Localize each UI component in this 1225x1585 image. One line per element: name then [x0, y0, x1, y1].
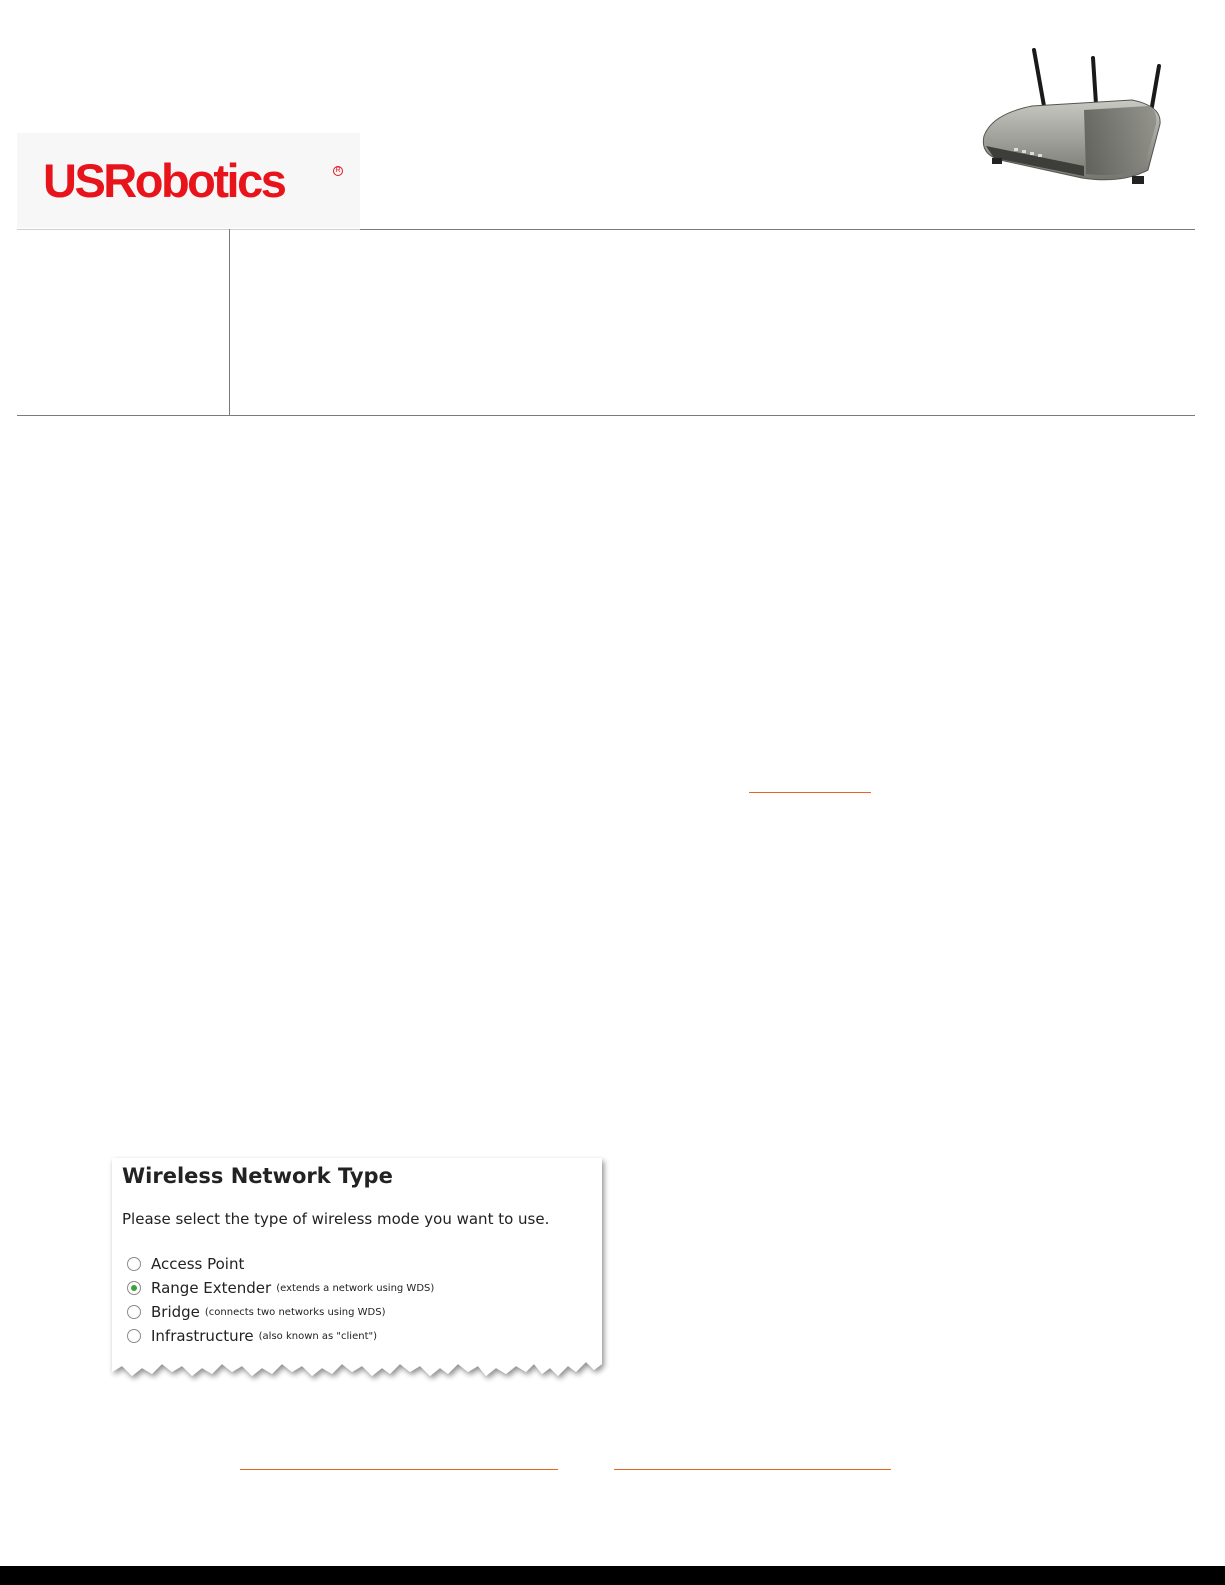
nav-top-rule: [17, 229, 360, 230]
inline-link[interactable]: [749, 792, 871, 793]
logo-text: USRobotics: [43, 154, 285, 207]
option-access-point[interactable]: [127, 1255, 244, 1273]
header-rule: [360, 229, 1195, 230]
option-hint: (also known as "client"): [258, 1330, 377, 1342]
option-label: Range Extender: [151, 1279, 272, 1297]
option-range-extender[interactable]: [127, 1279, 434, 1297]
radio-icon[interactable]: [127, 1305, 141, 1319]
footer-link-1[interactable]: [240, 1469, 558, 1470]
option-label: Infrastructure: [151, 1327, 254, 1345]
radio-icon[interactable]: [127, 1329, 141, 1343]
registered-mark: R: [333, 166, 343, 176]
usrobotics-logo: [17, 133, 360, 228]
page-bottom-bar: [0, 1566, 1225, 1585]
option-label: Access Point: [151, 1255, 245, 1273]
option-infrastructure[interactable]: [127, 1327, 377, 1345]
option-label: Bridge: [151, 1303, 200, 1321]
router-image: [972, 44, 1168, 190]
screenshot-prompt: Please select the type of wireless mode you want to use.: [122, 1210, 550, 1228]
option-hint: (connects two networks using WDS): [204, 1306, 386, 1318]
radio-icon[interactable]: [127, 1257, 141, 1271]
wireless-network-type-screenshot: [106, 1156, 614, 1396]
nav-divider: [229, 229, 230, 416]
nav-bottom-rule: [17, 415, 1195, 416]
radio-selected-icon[interactable]: [127, 1281, 141, 1295]
screenshot-title: Wireless Network Type: [122, 1164, 393, 1188]
footer-link-2[interactable]: [614, 1469, 891, 1470]
option-hint: (extends a network using WDS): [276, 1282, 435, 1294]
option-bridge[interactable]: [127, 1303, 385, 1321]
